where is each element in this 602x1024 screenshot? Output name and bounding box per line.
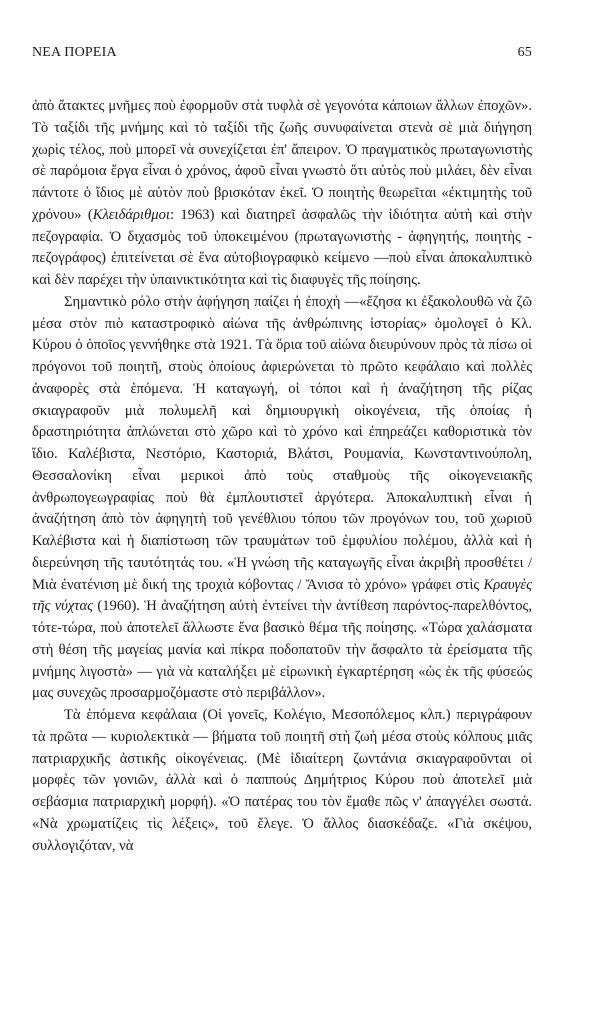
running-header — [32, 44, 532, 62]
book-title-kleidarithmoi: Κλειδάριθμοι — [92, 206, 170, 223]
text-run: (1960). Ἡ ἀναζήτηση αὐτὴ ἐντείνει τὴν ἀντίθεση παρόντος-παρελθόντος, τότε-τώρα, ποὺ ἀποτελεῖ ἄλλωστε ἕνα βασικὸ θέμα τῆς ποίησης. «Τώρα χαλάσματα στὴ θέση τῆς μαγείας μανία καὶ πίκρα ποδοπατοῦν τὴν ἄσφαλτο τὰ ἐρείσματα τῆς μνήμης λιγοστὰ» — γιὰ νὰ καταλήξει μὲ εἰρωνικὴ ἐγκαρτέρηση «ὡς ἐκ τῆς φύσεώς μας συνεχῶς προσαρμοζόμαστε στὸ περιβάλλον». — [32, 598, 532, 702]
book-title-kravges-tis-nychtas: Κραυγὲς τῆς νύχτας — [32, 576, 532, 615]
text-run: ἀπὸ ἄτακτες μνῆμες ποὺ ἐφορμοῦν στὰ τυφλὰ σὲ γεγονότα κάποιων ἄλλων ἐποχῶν». Τὸ ταξίδι τῆς μνήμης καὶ τὸ ταξίδι τῆς ζωῆς συνυφαίνεται στενὰ σὲ μιὰ διήγηση χωρὶς τέλος, ποὺ μπορεῖ νὰ συνεχίζεται ἐπ' ἄπειρον. Ὁ πραγματικὸς πρωταγωνιστὴς σὲ παρόμοια ἔργα εἶναι ὁ χρόνος, ἀφοῦ εἶναι γνωστὸ ὅτι αὐτὸς ποὺ μιλάει, δὲν εἶναι πάντοτε ὁ ἴδιος μὲ αὐτὸν ποὺ βρισκόταν ἐκεῖ. Ὁ ποιητὴς θεωρεῖται «ἐκτιμητὴς τοῦ χρόνου» ( — [32, 98, 532, 223]
page-number: 65 — [517, 45, 532, 60]
journal-title: ΝΕΑ ΠΟΡΕΙΑ — [32, 45, 117, 60]
paragraph-3 — [32, 705, 532, 857]
text-run: Τὰ ἑπόμενα κεφάλαια (Οἱ γονεῖς, Κολέγιο, Μεσοπόλεμος κλπ.) περιγράφουν τὰ πρῶτα — κυριολεκτικὰ — βήματα τοῦ ποιητῆ στὴ ζωὴ μέσα στοὺς κόλπους μιᾶς πατριαρχικῆς ἀστικῆς οἰκογένειας. (Μὲ ἰδιαίτερη ζωντάνια σκιαγραφοῦνται οἱ μορφὲς τῶν γονιῶν, ἀλλὰ καὶ ὁ παππούς Δημήτριος Κύρου ποὺ ἀποτελεῖ μιὰ σεβάσμια πατριαρχικὴ μορφή). «Ὁ πατέρας του τὸν ἔμαθε πῶς ν' ἀπαγγέλει σωστά. «Νὰ χρωματίζεις τὶς λέξεις», τοῦ ἔλεγε. Ὁ ἄλλος διασκέδαζε. «Γιὰ σκέψου, συλλογιζόταν, νὰ — [32, 707, 532, 854]
text-run: : 1963) καὶ διατηρεῖ ἀσφαλῶς τὴν ἰδιότητα αὐτὴ καὶ στὴν πεζογραφία. Ὁ διχασμὸς τοῦ ὑποκειμένου (πρωταγωνιστὴς - ἀφηγητής, ποιητὴς - πεζογράφος) ἐπιτείνεται σὲ ἕνα αὐτοβιογραφικὸ κείμενο —ποὺ εἶναι ἀποκαλυπτικὸ καὶ δὲν παρέχει τὴν ὑπαινικτικότητα καὶ τὶς διαφυγὲς τῆς ποίησης. — [32, 206, 532, 288]
body-text — [32, 96, 532, 857]
text-run: Σημαντικὸ ρόλο στὴν ἀφήγηση παίζει ἡ ἐποχὴ —«ἔζησα κι ἐξακολουθῶ νὰ ζῶ μέσα στὸν πιὸ καταστροφικὸ αἰώνα τῆς ἀνθρώπινης ἱστορίας» ὁμολογεῖ ὁ Κλ. Κύρου ὁ ὁποῖος γεννήθηκε στὰ 1921. Τὰ ὅρια τοῦ αἰώνα διευρύνουν πρὸς τὰ πίσω οἱ πρόγονοι τοῦ ποιητῆ, στοὺς ὁποίους ἀφιερώνεται τὸ πρῶτο κεφάλαιο καὶ πολλὲς ἀναφορὲς στὰ ἑπόμενα. Ἡ καταγωγή, οἱ τόποι καὶ ἡ ἀναζήτηση τῆς ρίζας σκιαγραφοῦν μιὰ πολυμελῆ καὶ δημιουργικὴ οἰκογένεια, τῆς ὁποίας ἡ δραστηριότητα ἁπλώνεται στὸ χῶρο καὶ τὸ χρόνο καὶ ἐπηρεάζει καθοριστικὰ τὸν ἴδιο. Καλέβιστα, Νεστόριο, Καστοριά, Βλάτσι, Ρουμανία, Κωνσταντινούπολη, Θεσσαλονίκη εἶναι μερικοὶ ἀπὸ τοὺς σταθμοὺς τῆς οἰκογενειακῆς ἀνθρωπογεωγραφίας ποὺ θὰ ἐμπλουτιστεῖ ἀργότερα. Ἀποκαλυπτικὴ εἶναι ἡ ἀναζήτηση ἀπὸ τὸν ἀφηγητὴ τοῦ γενέθλιου τόπου τῶν προγόνων του, τοῦ χωριοῦ Καλέβιστα καὶ ἡ διαπίστωση τῶν τραυμάτων τοῦ ἐμφυλίου πολέμου, ἀλλὰ καὶ ἡ διερεύνηση τῆς ταυτότητάς του. «Ἡ γνώση τῆς καταγωγῆς εἶναι ἀκριβὴ προσθέτει / Μιὰ ἐνατένιση μὲ δική της τροχιὰ κόβοντας / Ἄνισα τὸ χρόνο» γράφει στὶς — [32, 293, 532, 593]
paragraph-2 — [32, 292, 532, 705]
paragraph-1 — [32, 96, 532, 292]
